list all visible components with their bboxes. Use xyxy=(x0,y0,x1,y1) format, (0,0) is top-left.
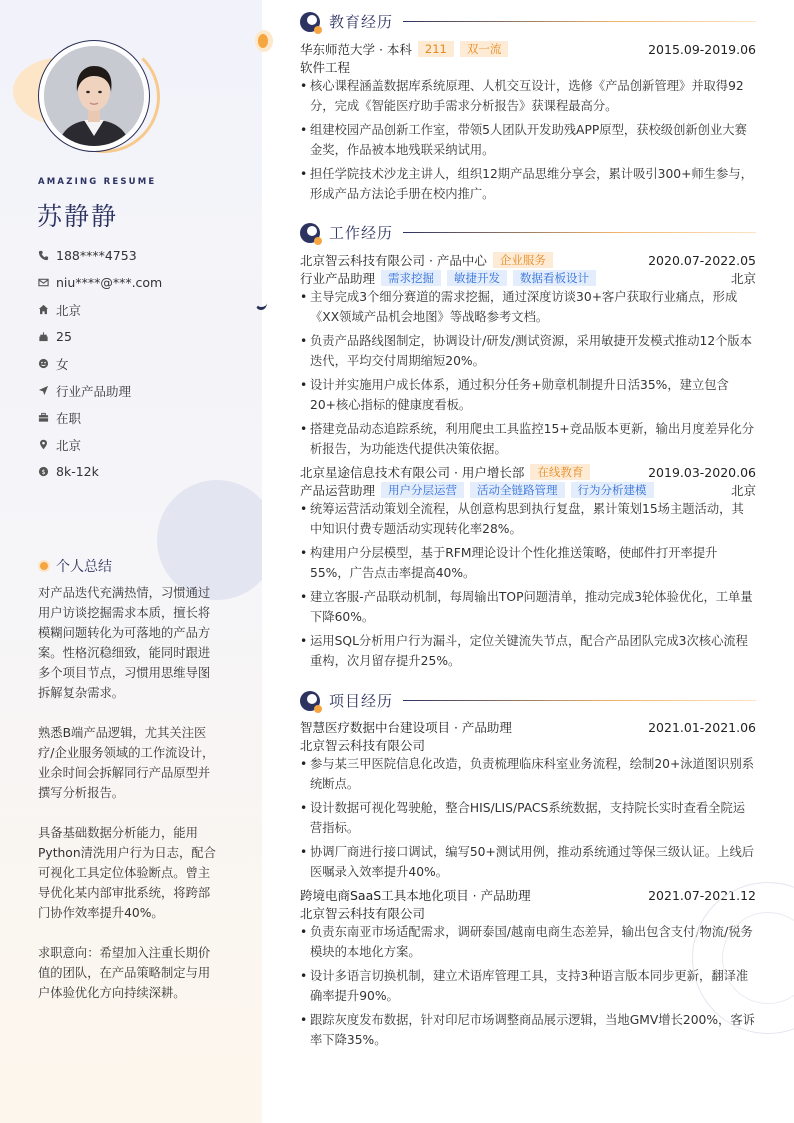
section-icon xyxy=(300,12,320,32)
phone-text: 188****4753 xyxy=(56,248,137,263)
project-period: 2021.01-2021.06 xyxy=(648,719,756,735)
sidebar xyxy=(0,0,262,1123)
job-bullets xyxy=(300,287,756,463)
info-status xyxy=(38,404,162,431)
project-header-row xyxy=(300,886,756,904)
job-role: 产品运营助理 xyxy=(300,483,376,498)
projects-section-heading xyxy=(300,690,756,711)
gender-icon xyxy=(38,358,49,369)
info-home xyxy=(38,296,162,323)
svg-text:$: $ xyxy=(41,467,46,476)
industry-tag: 在线教育 xyxy=(530,464,590,480)
school-tag: 211 xyxy=(418,41,454,57)
list-item: • 负责产品路线图制定，协调设计/研发/测试资源，采用敏捷开发模式推动12个版本迭代，平均交付周期缩短20%。 xyxy=(300,331,756,371)
gender-text: 女 xyxy=(56,356,69,372)
list-item: • 协调厂商进行接口调试，编写50+测试用例，推动系统通过等保三级认证。上线后医嘱录入效率提升40%。 xyxy=(300,842,756,882)
job-city: 北京 xyxy=(730,483,756,498)
major: 软件工程 xyxy=(300,60,351,75)
summary-title: 个人总结 xyxy=(56,559,112,575)
list-item: • 搭建竞品动态追踪系统，利用爬虫工具监控15+竞品版本更新，输出月度差异化分析报告，为功能迭代提供决策依据。 xyxy=(300,419,756,459)
project-org: 北京智云科技有限公司 xyxy=(300,906,426,921)
list-item: • 建立客服-产品联动机制，每周输出TOP问题清单，推动完成3轮体验优化，工单量下降60%。 xyxy=(300,587,756,627)
mail-icon xyxy=(38,277,49,288)
list-item: • 统筹运营活动策划全流程，从创意构思到执行复盘，累计策划15场主题活动，其中知识付费专题活动实现转化率28%。 xyxy=(300,499,756,539)
list-item: • 构建用户分层模型，基于RFM理论设计个性化推送策略，使邮件打开率提升55%，广告点击率提高40%。 xyxy=(300,543,756,583)
project-period: 2021.07-2021.12 xyxy=(648,887,756,903)
salary-icon xyxy=(38,466,49,477)
summary-body xyxy=(38,583,222,1023)
company-name: 北京智云科技有限公司 · 产品中心 xyxy=(300,253,487,268)
skill-tag: 数据看板设计 xyxy=(513,270,596,286)
contact-info-list xyxy=(38,242,162,485)
info-gender xyxy=(38,350,162,377)
skill-tag: 用户分层运营 xyxy=(381,482,464,498)
section-icon xyxy=(300,691,320,711)
info-email xyxy=(38,269,162,296)
project-org-row xyxy=(300,736,756,754)
job-role: 行业产品助理 xyxy=(300,271,376,286)
list-item: • 组建校园产品创新工作室，带领5人团队开发助残APP原型，获校级创新创业大赛金奖，作品被本地残联采纳试用。 xyxy=(300,120,756,160)
resume-tagline: AMAZING RESUME xyxy=(38,177,157,187)
decorative-arc xyxy=(255,296,267,310)
list-item: • 主导完成3个细分赛道的需求挖掘，通过深度访谈30+客户获取行业痛点，形成《XX领域产品机会地图》等战略参考文档。 xyxy=(300,287,756,327)
section-divider xyxy=(403,232,756,233)
job-header-row xyxy=(300,251,756,269)
project-bullets xyxy=(300,754,756,886)
job-header-row xyxy=(300,463,756,481)
list-item: • 核心课程涵盖数据库系统原理、人机交互设计，选修《产品创新管理》并取得92分，完成《智能医疗助手需求分析报告》获课程最高分。 xyxy=(300,76,756,116)
summary-paragraph: 具备基础数据分析能力，能用Python清洗用户行为日志，配合可视化工具定位体验断点。曾主导优化某内部审批系统，将跨部门协作效率提升40%。 xyxy=(38,826,216,920)
skill-tag: 敏捷开发 xyxy=(447,270,507,286)
list-item: • 负责东南亚市场适配需求，调研泰国/越南电商生态差异，输出包含支付/物流/税务模块的本地化方案。 xyxy=(300,922,756,962)
summary-paragraph: 求职意向：希望加入注重长期价值的团队，在产品策略制定与用户体验优化方向持续深耕。 xyxy=(38,946,211,1000)
company-name: 北京星途信息技术有限公司 · 用户增长部 xyxy=(300,465,525,480)
section-divider xyxy=(403,21,756,22)
position-text: 行业产品助理 xyxy=(56,383,132,399)
summary-paragraph: 熟悉B端产品逻辑，尤其关注医疗/企业服务领域的工作流设计，业余时间会拆解同行产品原型并撰写分析报告。 xyxy=(38,726,215,800)
skill-tag: 活动全链路管理 xyxy=(470,482,565,498)
project-org-row xyxy=(300,904,756,922)
status-text: 在职 xyxy=(56,410,82,426)
section-icon xyxy=(300,223,320,243)
summary-dot-icon xyxy=(38,560,50,572)
school-tag: 双一流 xyxy=(460,41,509,57)
salary-text: 8k-12k xyxy=(56,464,99,479)
list-item: • 设计多语言切换机制，建立术语库管理工具，支持3种语言版本同步更新，翻译准确率提升90%。 xyxy=(300,966,756,1006)
list-item: • 参与某三甲医院信息化改造，负责梳理临床科室业务流程，绘制20+泳道图识别系统断点。 xyxy=(300,754,756,794)
info-salary xyxy=(38,458,162,485)
project-header-row xyxy=(300,718,756,736)
project-bullets xyxy=(300,922,756,1054)
project-org: 北京智云科技有限公司 xyxy=(300,738,426,753)
education-section-heading xyxy=(300,11,756,32)
job-bullets xyxy=(300,499,756,675)
summary-paragraph: 对产品迭代充满热情，习惯通过用户访谈挖掘需求本质，擅长将模糊问题转化为可落地的产品方案。性格沉稳细致，能同时跟进多个项目节点，习惯用思维导图拆解复杂需求。 xyxy=(38,586,211,700)
list-item: • 跟踪灰度发布数据，针对印尼市场调整商品展示逻辑，当地GMV增长200%，客诉率下降35%。 xyxy=(300,1010,756,1050)
summary-heading xyxy=(38,556,112,576)
section-divider xyxy=(403,700,756,701)
job-period: 2019.03-2020.06 xyxy=(648,464,756,480)
industry-tag: 企业服务 xyxy=(493,252,553,268)
job-role-row xyxy=(300,269,756,287)
list-item: • 运用SQL分析用户行为漏斗，定位关键流失节点，配合产品团队完成3次核心流程重构，次月留存提升25%。 xyxy=(300,631,756,671)
projects-title: 项目经历 xyxy=(329,692,394,710)
briefcase-icon xyxy=(38,412,49,423)
education-period: 2015.09-2019.06 xyxy=(648,41,756,57)
education-title: 教育经历 xyxy=(329,13,394,31)
job-city: 北京 xyxy=(730,271,756,286)
send-icon xyxy=(38,385,49,396)
education-bullets xyxy=(300,76,756,208)
email-text: niu****@***.com xyxy=(56,275,163,290)
decorative-dot-inner xyxy=(258,34,268,48)
list-item: • 担任学院技术沙龙主讲人，组织12期产品思维分享会，累计吸引300+师生参与，形成产品方法论手册在校内推广。 xyxy=(300,164,756,204)
home-icon xyxy=(38,304,49,315)
location-pin-icon xyxy=(38,439,49,450)
info-position xyxy=(38,377,162,404)
avatar xyxy=(44,46,144,146)
education-header-row xyxy=(300,40,756,58)
skill-tag: 需求挖掘 xyxy=(381,270,441,286)
school-name: 华东师范大学 · 本科 xyxy=(300,42,412,57)
list-item: • 设计并实施用户成长体系，通过积分任务+勋章机制提升日活35%，建立包含20+核心指标的健康度看板。 xyxy=(300,375,756,415)
skill-tag: 行为分析建模 xyxy=(571,482,654,498)
project-name: 跨境电商SaaS工具本地化项目 · 产品助理 xyxy=(300,888,531,903)
job-role-row xyxy=(300,481,756,499)
info-age xyxy=(38,323,162,350)
info-phone xyxy=(38,242,162,269)
portrait-illustration xyxy=(44,46,144,146)
list-item: • 设计数据可视化驾驶舱，整合HIS/LIS/PACS系统数据，支持院长实时查看全院运营指标。 xyxy=(300,798,756,838)
project-name: 智慧医疗数据中台建设项目 · 产品助理 xyxy=(300,720,512,735)
candidate-name: 苏静静 xyxy=(37,202,119,231)
phone-icon xyxy=(38,250,49,261)
age-text: 25 xyxy=(56,329,72,344)
work-section-heading xyxy=(300,222,756,243)
hometown-text: 北京 xyxy=(56,302,82,318)
decorative-circle xyxy=(157,480,262,600)
cake-icon xyxy=(38,331,49,342)
work-title: 工作经历 xyxy=(329,224,394,242)
education-major-row xyxy=(300,58,756,76)
location-text: 北京 xyxy=(56,437,82,453)
job-period: 2020.07-2022.05 xyxy=(648,252,756,268)
info-location xyxy=(38,431,162,458)
